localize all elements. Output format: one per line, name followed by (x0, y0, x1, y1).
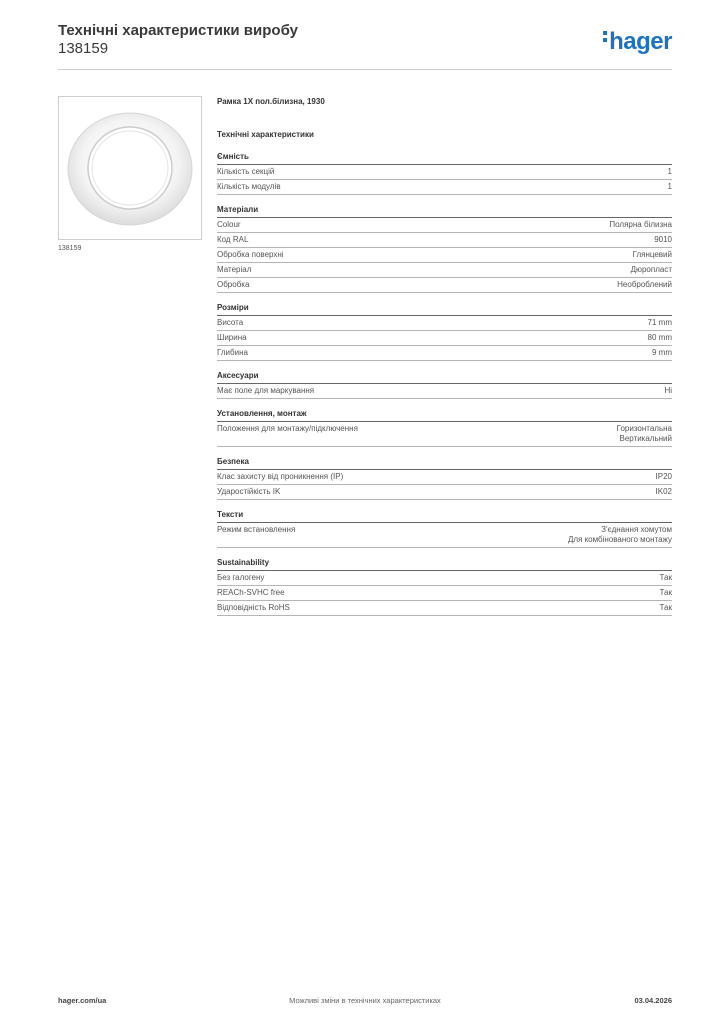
image-caption: 138159 (58, 245, 82, 252)
spec-value (568, 525, 672, 545)
spec-label: Кількість секцій (217, 167, 275, 176)
hager-logo: hager (603, 28, 672, 56)
spec-value-line: Вертикальний (619, 434, 672, 443)
spec-value-line: 1 (667, 182, 672, 191)
round-frame-image (59, 97, 201, 239)
specifications (217, 97, 672, 616)
spec-row (217, 571, 672, 586)
spec-label: Ширина (217, 333, 247, 342)
product-name: Рамка 1Х пол.білизна, 1930 (217, 97, 325, 106)
spec-row (217, 331, 672, 346)
spec-row (217, 601, 672, 616)
spec-value (668, 167, 672, 177)
spec-value-line: IK02 (655, 487, 672, 496)
spec-section (217, 152, 672, 195)
spec-value (656, 487, 672, 497)
spec-value (660, 588, 672, 598)
spec-value (631, 265, 672, 275)
page-header (58, 22, 672, 70)
spec-row (217, 278, 672, 293)
spec-value-line: Необроблений (617, 280, 672, 289)
spec-value (660, 603, 672, 613)
spec-label: Має поле для маркування (217, 386, 315, 395)
spec-sections (217, 152, 672, 616)
spec-row (217, 180, 672, 195)
spec-label: Без галогену (217, 573, 265, 582)
spec-value-line: Так (659, 588, 672, 597)
spec-value (609, 220, 672, 230)
spec-label: Висота (217, 318, 244, 327)
section-title: Безпека (217, 457, 672, 470)
spec-row (217, 165, 672, 180)
spec-value-line: Для комбінованого монтажу (567, 535, 672, 544)
spec-row (217, 470, 672, 485)
spec-label: Обробка (217, 280, 250, 289)
spec-value (664, 386, 672, 396)
footer-notice: Можливі зміни в технічних характеристиках (289, 996, 441, 1005)
spec-value-line: 9 mm (652, 348, 672, 357)
spec-label: Colour (217, 220, 241, 229)
section-title: Матеріали (217, 205, 672, 218)
spec-value-line: IP20 (655, 472, 672, 481)
spec-row (217, 586, 672, 601)
spec-value-line: 1 (667, 167, 672, 176)
spec-section (217, 558, 672, 616)
spec-value-line: Так (659, 573, 672, 582)
product-image (58, 96, 202, 240)
footer-website: hager.com/ua (58, 996, 107, 1005)
spec-row (217, 422, 672, 447)
spec-section (217, 205, 672, 293)
spec-value-line: 9010 (654, 235, 672, 244)
spec-label: Режим встановлення (217, 525, 296, 534)
document-number: 138159 (58, 40, 109, 57)
spec-value-line: 71 mm (647, 318, 672, 327)
spec-label: Ударостійкість IK (217, 487, 281, 496)
spec-section (217, 457, 672, 500)
spec-label: Клас захисту від проникнення (IP) (217, 472, 344, 481)
spec-value-line: Дюропласт (630, 265, 672, 274)
spec-value-line: З'єднання хомутом (601, 525, 672, 534)
footer-date: 03.04.2026 (634, 996, 672, 1005)
spec-section (217, 510, 672, 548)
spec-label: Обробка поверхні (217, 250, 284, 259)
spec-section (217, 303, 672, 361)
spec-value (660, 573, 672, 583)
section-title: Ємність (217, 152, 672, 165)
spec-label: Глибина (217, 348, 248, 357)
section-title: Тексти (217, 510, 672, 523)
spec-value (652, 348, 672, 358)
spec-row (217, 248, 672, 263)
spec-value (648, 318, 672, 328)
spec-section (217, 371, 672, 399)
spec-label: REACh-SVHC free (217, 588, 285, 597)
spec-value (668, 182, 672, 192)
section-title: Розміри (217, 303, 672, 316)
logo-dots-icon (603, 31, 608, 45)
section-title: Аксесуари (217, 371, 672, 384)
spec-label: Відповідність RoHS (217, 603, 290, 612)
spec-value (654, 235, 672, 245)
spec-row (217, 485, 672, 500)
spec-row (217, 346, 672, 361)
spec-value (617, 280, 672, 290)
spec-value-line: Горизонтальна (616, 424, 672, 433)
spec-value (617, 424, 672, 444)
spec-value (648, 333, 672, 343)
spec-heading: Технічні характеристики (217, 130, 314, 139)
spec-value (656, 472, 672, 482)
section-title: Установлення, монтаж (217, 409, 672, 422)
section-title: Sustainability (217, 558, 672, 571)
spec-label: Код RAL (217, 235, 249, 244)
spec-value-line: Так (659, 603, 672, 612)
spec-value-line: 80 mm (647, 333, 672, 342)
spec-section (217, 409, 672, 447)
spec-row (217, 263, 672, 278)
spec-value-line: Глянцевий (632, 250, 672, 259)
spec-value (633, 250, 672, 260)
spec-row (217, 384, 672, 399)
spec-value-line: Полярна білизна (609, 220, 672, 229)
spec-value-line: Ні (664, 386, 672, 395)
spec-row (217, 218, 672, 233)
document-title: Технічні характеристики виробу (58, 22, 298, 39)
spec-row (217, 233, 672, 248)
spec-label: Матеріал (217, 265, 252, 274)
spec-row (217, 316, 672, 331)
spec-label: Кількість модулів (217, 182, 281, 191)
spec-row (217, 523, 672, 548)
spec-label: Положення для монтажу/підключення (217, 424, 358, 433)
